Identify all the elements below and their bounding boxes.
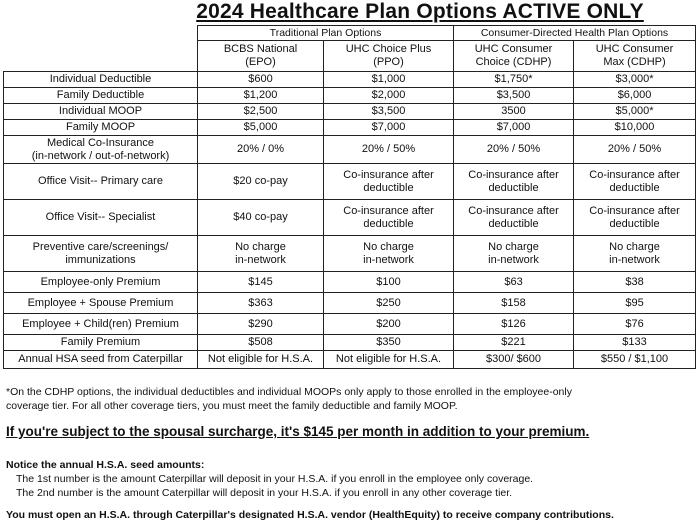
table-row [4, 104, 696, 120]
row-label: Family MOOP [4, 120, 198, 136]
table-cell: Not eligible for H.S.A. [324, 351, 454, 369]
plan-comparison-table [3, 25, 696, 369]
table-row [4, 136, 696, 164]
row-label: Individual Deductible [4, 72, 198, 88]
table-row [4, 72, 696, 88]
table-cell: 3500 [454, 104, 574, 120]
footnote-line: coverage tier. For all other coverage tiers, you must meet the family deductible and family MOOP. [6, 400, 458, 412]
row-label: Employee + Spouse Premium [4, 293, 198, 314]
table-cell: 20% / 0% [198, 136, 324, 164]
table-cell: $145 [198, 272, 324, 293]
table-cell: Co-insurance after deductible [324, 200, 454, 236]
table-cell: Co-insurance after deductible [574, 164, 696, 200]
cdhp-footnote [6, 385, 686, 413]
table-cell: $3,000* [574, 72, 696, 88]
table-cell: $1,750* [454, 72, 574, 88]
row-label: Family Premium [4, 335, 198, 351]
row-label: Annual HSA seed from Caterpillar [4, 351, 198, 369]
spousal-surcharge-note: If you're subject to the spousal surcharge, it's $145 per month in addition to your premium. [6, 424, 590, 439]
table-cell: No charge in-network [574, 236, 696, 272]
corner-blank [4, 26, 198, 41]
corner-blank [4, 41, 198, 72]
table-row [4, 88, 696, 104]
row-label: Family Deductible [4, 88, 198, 104]
table-cell: $40 co-pay [198, 200, 324, 236]
table-cell: Co-insurance after deductible [454, 164, 574, 200]
row-label: Office Visit-- Primary care [4, 164, 198, 200]
table-cell: $5,000 [198, 120, 324, 136]
page-title: 2024 Healthcare Plan Options ACTIVE ONLY [196, 0, 644, 23]
table-cell: No charge in-network [454, 236, 574, 272]
row-label: Preventive care/screenings/ immunizations [4, 236, 198, 272]
table-cell: $10,000 [574, 120, 696, 136]
table-cell: $2,500 [198, 104, 324, 120]
table-cell: $290 [198, 314, 324, 335]
table-row [4, 272, 696, 293]
table-cell: $3,500 [324, 104, 454, 120]
table-cell: No charge in-network [324, 236, 454, 272]
table-cell: $350 [324, 335, 454, 351]
table-cell: $550 / $1,100 [574, 351, 696, 369]
table-cell: $20 co-pay [198, 164, 324, 200]
table-cell: Not eligible for H.S.A. [198, 351, 324, 369]
table-cell: $95 [574, 293, 696, 314]
row-label: Employee + Child(ren) Premium [4, 314, 198, 335]
table-cell: $200 [324, 314, 454, 335]
table-cell: $158 [454, 293, 574, 314]
plan-header-bcbs-epo: BCBS National (EPO) [198, 41, 324, 72]
row-label: Office Visit-- Specialist [4, 200, 198, 236]
table-row [4, 164, 696, 200]
table-row [4, 120, 696, 136]
table-cell: $300/ $600 [454, 351, 574, 369]
plan-header-uhc-ppo: UHC Choice Plus (PPO) [324, 41, 454, 72]
seed-notice [6, 458, 686, 500]
table-cell: $250 [324, 293, 454, 314]
table-cell: 20% / 50% [574, 136, 696, 164]
table-cell: $5,000* [574, 104, 696, 120]
table-cell: $133 [574, 335, 696, 351]
table-cell: 20% / 50% [324, 136, 454, 164]
footnote-line: *On the CDHP options, the individual deductibles and individual MOOPs only apply to those enrolled in the employee-only [6, 386, 572, 398]
table-cell: $6,000 [574, 88, 696, 104]
table-cell: $76 [574, 314, 696, 335]
table-row [4, 236, 696, 272]
table-row [4, 351, 696, 369]
table-cell: No charge in-network [198, 236, 324, 272]
table-cell: $7,000 [454, 120, 574, 136]
table-cell: $2,000 [324, 88, 454, 104]
hsa-vendor-note: You must open an H.S.A. through Caterpillar's designated H.S.A. vendor (HealthEquity) to receive company contributions. [6, 509, 614, 521]
table-cell: $1,000 [324, 72, 454, 88]
table-cell: $7,000 [324, 120, 454, 136]
table-cell: $126 [454, 314, 574, 335]
seed-heading: Notice the annual H.S.A. seed amounts: [6, 459, 205, 471]
table-cell: $600 [198, 72, 324, 88]
row-label: Individual MOOP [4, 104, 198, 120]
table-cell: Co-insurance after deductible [454, 200, 574, 236]
table-row [4, 200, 696, 236]
plan-header-uhc-choice-cdhp: UHC Consumer Choice (CDHP) [454, 41, 574, 72]
seed-line: The 1st number is the amount Caterpillar will deposit in your H.S.A. if you enroll in the employee only coverage. [16, 473, 534, 485]
row-label: Medical Co-Insurance (in-network / out-of-network) [4, 136, 198, 164]
plan-header-uhc-max-cdhp: UHC Consumer Max (CDHP) [574, 41, 696, 72]
row-label: Employee-only Premium [4, 272, 198, 293]
table-cell: $3,500 [454, 88, 574, 104]
table-cell: Co-insurance after deductible [324, 164, 454, 200]
table-cell: $1,200 [198, 88, 324, 104]
table-cell: 20% / 50% [454, 136, 574, 164]
table-cell: $100 [324, 272, 454, 293]
table-row [4, 314, 696, 335]
table-cell: $63 [454, 272, 574, 293]
table-cell: $221 [454, 335, 574, 351]
seed-line: The 2nd number is the amount Caterpillar will deposit in your H.S.A. if you enroll in any other coverage tier. [16, 487, 513, 499]
table-cell: $508 [198, 335, 324, 351]
table-cell: $363 [198, 293, 324, 314]
group-traditional: Traditional Plan Options [198, 26, 454, 41]
table-row [4, 335, 696, 351]
table-cell: Co-insurance after deductible [574, 200, 696, 236]
group-cdhp: Consumer-Directed Health Plan Options [454, 26, 696, 41]
table-cell: $38 [574, 272, 696, 293]
table-row [4, 293, 696, 314]
